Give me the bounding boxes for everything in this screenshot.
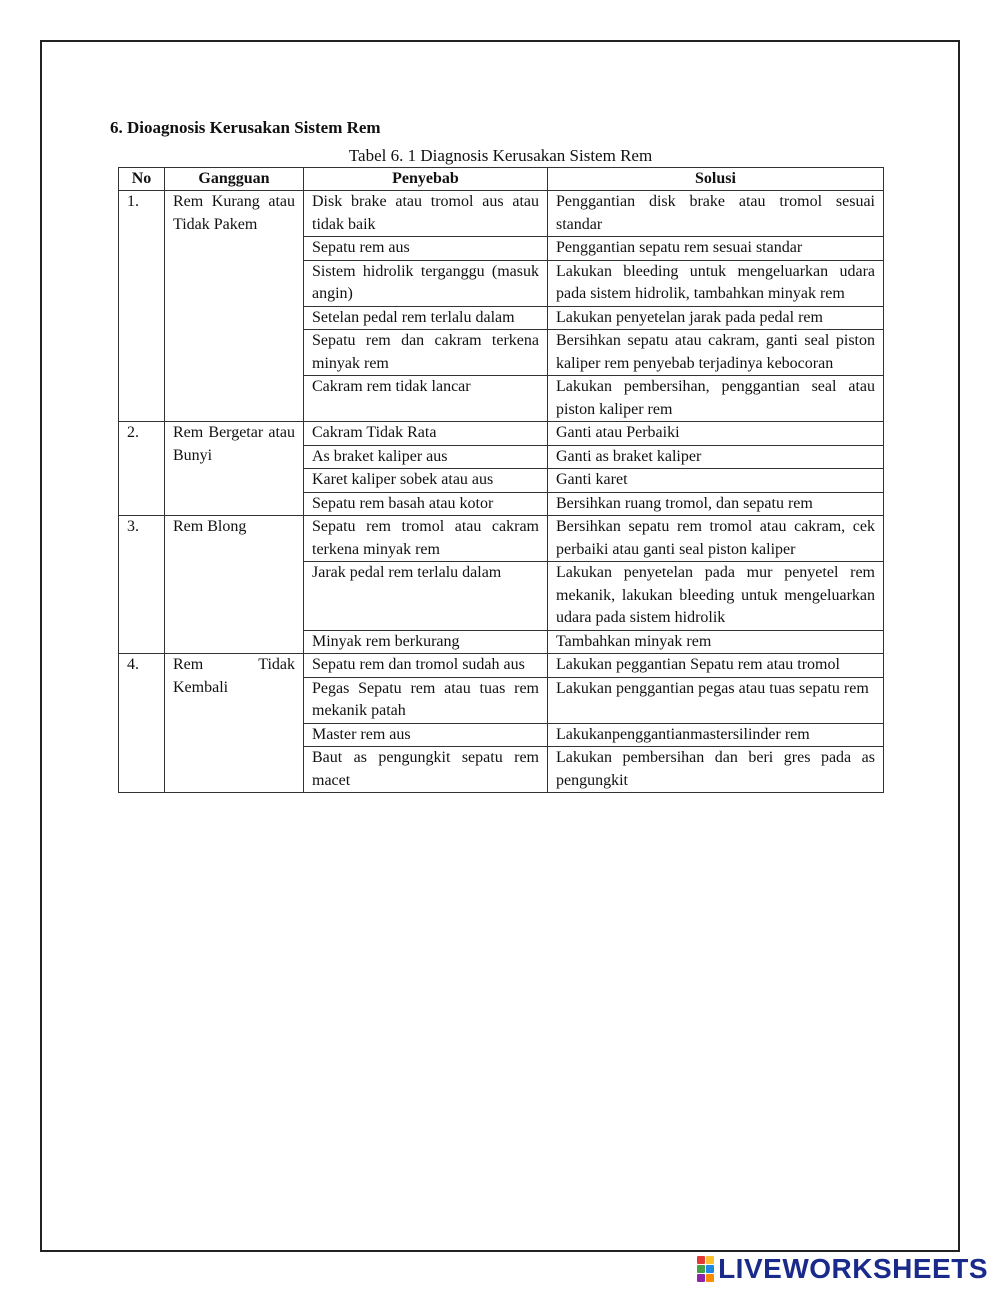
header-penyebab: Penyebab bbox=[304, 168, 548, 191]
cell-no: 3. bbox=[119, 516, 165, 654]
cell-solusi: Lakukan penyetelan jarak pada pedal rem bbox=[548, 306, 884, 330]
table-row bbox=[119, 191, 884, 237]
cell-penyebab: Disk brake atau tromol aus atau tidak baik bbox=[304, 191, 548, 237]
logo-square bbox=[697, 1256, 705, 1264]
header-solusi: Solusi bbox=[548, 168, 884, 191]
cell-penyebab: Minyak rem berkurang bbox=[304, 630, 548, 654]
logo-square bbox=[706, 1265, 714, 1273]
cell-solusi: Lakukan peggantian Sepatu rem atau tromol bbox=[548, 654, 884, 678]
cell-no: 1. bbox=[119, 191, 165, 422]
table-row bbox=[119, 422, 884, 446]
diagnosis-table bbox=[118, 167, 884, 793]
section-heading: 6. Dioagnosis Kerusakan Sistem Rem bbox=[110, 118, 381, 137]
cell-solusi: Lakukan penggantian pegas atau tuas sepatu rem bbox=[548, 677, 884, 723]
cell-penyebab: Baut as pengungkit sepatu rem macet bbox=[304, 747, 548, 793]
cell-solusi: Lakukan pembersihan dan beri gres pada as pengungkit bbox=[548, 747, 884, 793]
cell-solusi: Ganti as braket kaliper bbox=[548, 445, 884, 469]
cell-no: 4. bbox=[119, 654, 165, 793]
cell-penyebab: Pegas Sepatu rem atau tuas rem mekanik patah bbox=[304, 677, 548, 723]
header-no: No bbox=[119, 168, 165, 191]
cell-penyebab: Cakram rem tidak lancar bbox=[304, 376, 548, 422]
table-row bbox=[119, 516, 884, 562]
header-gangguan: Gangguan bbox=[165, 168, 304, 191]
cell-solusi: Bersihkan sepatu atau cakram, ganti seal piston kaliper rem penyebab terjadinya kebocoran bbox=[548, 330, 884, 376]
cell-gangguan: Rem Tidak Kembali bbox=[165, 654, 304, 793]
brand-text: LIVEWORKSHEETS bbox=[718, 1253, 988, 1284]
cell-solusi: Bersihkan ruang tromol, dan sepatu rem bbox=[548, 492, 884, 516]
cell-penyebab: Sepatu rem aus bbox=[304, 237, 548, 261]
cell-solusi: Ganti karet bbox=[548, 469, 884, 493]
cell-solusi: Lakukanpenggantianmastersilinder rem bbox=[548, 723, 884, 747]
table-row bbox=[119, 654, 884, 678]
cell-solusi: Lakukan penyetelan pada mur penyetel rem mekanik, lakukan bleeding untuk mengeluarkan udara pada sistem hidrolik bbox=[548, 562, 884, 631]
cell-penyebab: Jarak pedal rem terlalu dalam bbox=[304, 562, 548, 631]
table-header-row bbox=[119, 168, 884, 191]
cell-penyebab: Master rem aus bbox=[304, 723, 548, 747]
cell-gangguan: Rem Kurang atau Tidak Pakem bbox=[165, 191, 304, 422]
table-body bbox=[119, 191, 884, 793]
liveworksheets-logo-icon bbox=[697, 1256, 714, 1282]
logo-square bbox=[697, 1274, 705, 1282]
cell-penyebab: Sepatu rem dan tromol sudah aus bbox=[304, 654, 548, 678]
cell-gangguan: Rem Blong bbox=[165, 516, 304, 654]
cell-solusi: Lakukan pembersihan, penggantian seal atau piston kaliper rem bbox=[548, 376, 884, 422]
logo-square bbox=[697, 1265, 705, 1273]
cell-penyebab: Sepatu rem tromol atau cakram terkena minyak rem bbox=[304, 516, 548, 562]
cell-penyebab: Karet kaliper sobek atau aus bbox=[304, 469, 548, 493]
cell-solusi: Penggantian sepatu rem sesuai standar bbox=[548, 237, 884, 261]
table-caption: Tabel 6. 1 Diagnosis Kerusakan Sistem Rem bbox=[348, 146, 653, 165]
cell-penyebab: Sepatu rem dan cakram terkena minyak rem bbox=[304, 330, 548, 376]
logo-square bbox=[706, 1256, 714, 1264]
cell-solusi: Bersihkan sepatu rem tromol atau cakram, cek perbaiki atau ganti seal piston kaliper bbox=[548, 516, 884, 562]
logo-square bbox=[706, 1274, 714, 1282]
cell-solusi: Lakukan bleeding untuk mengeluarkan udara pada sistem hidrolik, tambahkan minyak rem bbox=[548, 260, 884, 306]
cell-penyebab: Sepatu rem basah atau kotor bbox=[304, 492, 548, 516]
cell-solusi: Penggantian disk brake atau tromol sesuai standar bbox=[548, 191, 884, 237]
cell-penyebab: Sistem hidrolik terganggu (masuk angin) bbox=[304, 260, 548, 306]
cell-solusi: Tambahkan minyak rem bbox=[548, 630, 884, 654]
cell-penyebab: Cakram Tidak Rata bbox=[304, 422, 548, 446]
cell-gangguan: Rem Bergetar atau Bunyi bbox=[165, 422, 304, 516]
liveworksheets-brand bbox=[697, 1252, 988, 1286]
cell-penyebab: As braket kaliper aus bbox=[304, 445, 548, 469]
cell-no: 2. bbox=[119, 422, 165, 516]
cell-penyebab: Setelan pedal rem terlalu dalam bbox=[304, 306, 548, 330]
cell-solusi: Ganti atau Perbaiki bbox=[548, 422, 884, 446]
